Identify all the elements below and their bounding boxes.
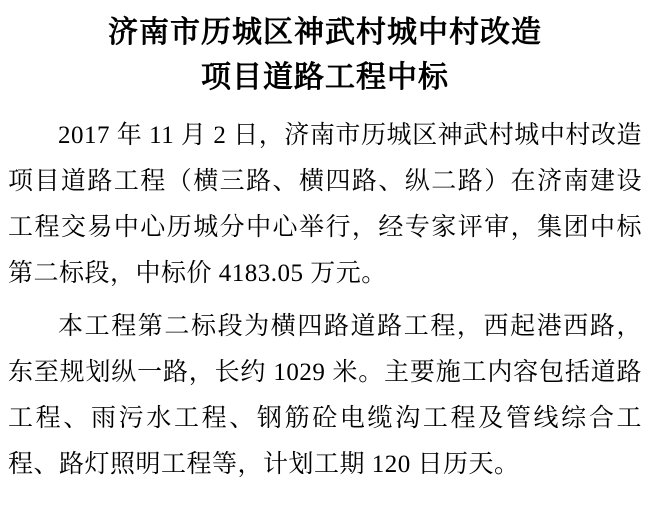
document-title-line-1: 济南市历城区神武村城中村改造	[108, 16, 542, 49]
paragraph-project-scope: 本工程第二标段为横四路道路工程，西起港西路，东至规划纵一路，长约 1029 米。主要施工内容包括道路工程、雨污水工程、钢筋砼电缆沟工程及管线综合工程、路灯照明工程等，计划工期 120 日历天。	[8, 313, 642, 478]
document-title-line-2: 项目道路工程中标	[201, 61, 449, 94]
document-body	[0, 113, 650, 488]
document-title	[0, 0, 650, 100]
paragraph-bid-announcement: 2017 年 11 月 2 日，济南市历城区神武村城中村改造项目道路工程（横三路、横四路、纵二路）在济南建设工程交易中心历城分中心举行，经专家评审，集团中标第二标段，中标价 4183.05 万元。	[8, 122, 642, 287]
